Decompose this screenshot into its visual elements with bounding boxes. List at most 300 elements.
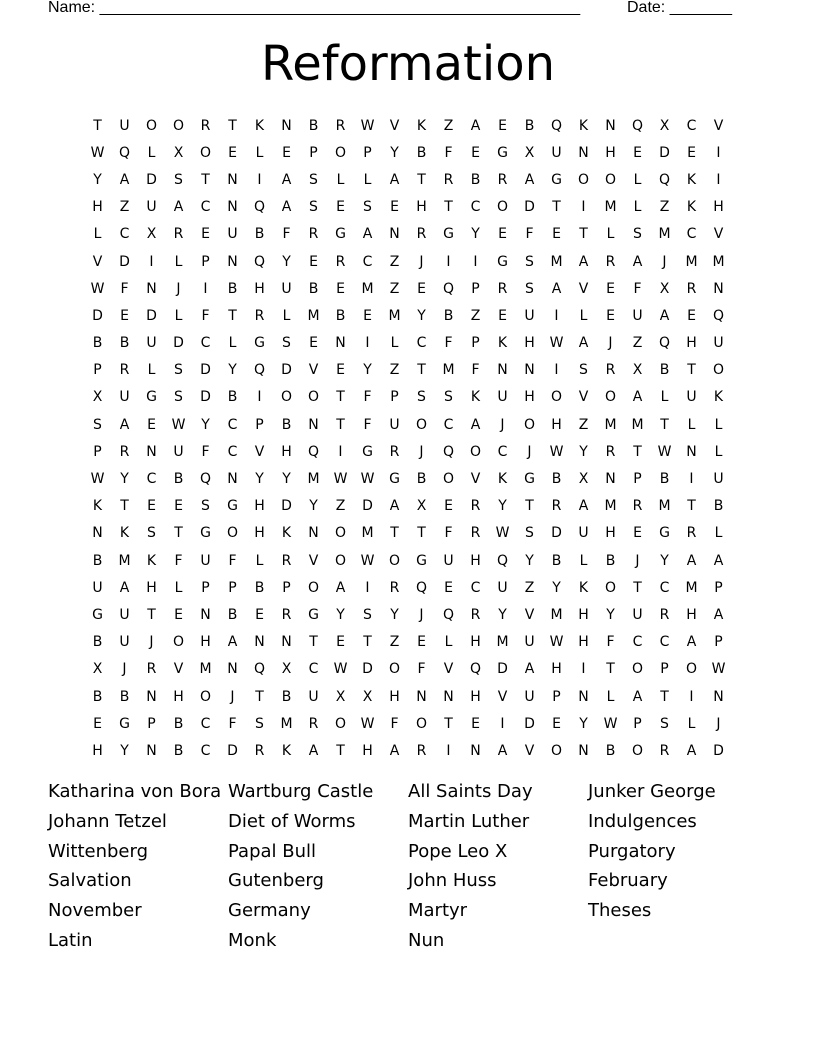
- grid-letter[interactable]: H: [92, 742, 103, 759]
- grid-letter[interactable]: T: [633, 443, 642, 460]
- grid-letter[interactable]: O: [604, 579, 617, 596]
- grid-letter[interactable]: K: [281, 525, 292, 542]
- grid-letter[interactable]: K: [686, 171, 697, 188]
- grid-letter[interactable]: C: [200, 199, 211, 216]
- grid-letter[interactable]: P: [309, 144, 318, 161]
- grid-letter[interactable]: U: [632, 606, 643, 623]
- grid-letter[interactable]: A: [119, 579, 130, 596]
- grid-letter[interactable]: E: [336, 199, 345, 216]
- grid-letter[interactable]: U: [443, 552, 454, 569]
- grid-letter[interactable]: I: [203, 280, 208, 297]
- grid-letter[interactable]: U: [686, 389, 697, 406]
- grid-letter[interactable]: N: [227, 253, 238, 270]
- grid-letter[interactable]: W: [495, 525, 510, 542]
- grid-letter[interactable]: P: [93, 362, 102, 379]
- grid-letter[interactable]: C: [659, 634, 670, 651]
- grid-letter[interactable]: D: [281, 362, 292, 379]
- grid-letter[interactable]: U: [497, 389, 508, 406]
- grid-letter[interactable]: O: [415, 715, 428, 732]
- grid-letter[interactable]: Z: [389, 362, 400, 379]
- grid-letter[interactable]: G: [659, 525, 670, 542]
- grid-letter[interactable]: O: [550, 742, 563, 759]
- grid-letter[interactable]: J: [419, 606, 424, 623]
- grid-letter[interactable]: H: [713, 199, 724, 216]
- grid-letter[interactable]: X: [281, 661, 292, 678]
- grid-letter[interactable]: K: [254, 117, 265, 134]
- grid-letter[interactable]: S: [174, 362, 183, 379]
- grid-letter[interactable]: I: [473, 253, 478, 270]
- grid-letter[interactable]: P: [201, 579, 210, 596]
- grid-letter[interactable]: B: [173, 471, 184, 488]
- grid-letter[interactable]: F: [444, 335, 453, 352]
- grid-letter[interactable]: P: [714, 634, 723, 651]
- grid-letter[interactable]: O: [631, 661, 644, 678]
- grid-letter[interactable]: G: [146, 389, 157, 406]
- grid-letter[interactable]: A: [632, 389, 643, 406]
- grid-letter[interactable]: O: [712, 362, 725, 379]
- grid-letter[interactable]: M: [685, 253, 698, 270]
- grid-letter[interactable]: C: [497, 443, 508, 460]
- grid-letter[interactable]: L: [174, 307, 183, 324]
- grid-letter[interactable]: N: [605, 471, 616, 488]
- grid-letter[interactable]: L: [282, 307, 291, 324]
- grid-letter[interactable]: H: [470, 688, 481, 705]
- grid-letter[interactable]: G: [227, 498, 238, 515]
- grid-letter[interactable]: C: [200, 742, 211, 759]
- grid-letter[interactable]: A: [713, 606, 724, 623]
- grid-letter[interactable]: T: [228, 307, 237, 324]
- grid-letter[interactable]: L: [633, 199, 642, 216]
- grid-letter[interactable]: E: [255, 606, 264, 623]
- grid-letter[interactable]: I: [716, 144, 721, 161]
- grid-letter[interactable]: V: [524, 606, 535, 623]
- grid-letter[interactable]: U: [713, 335, 724, 352]
- grid-letter[interactable]: D: [146, 307, 157, 324]
- grid-letter[interactable]: L: [606, 226, 615, 243]
- grid-letter[interactable]: N: [416, 688, 427, 705]
- grid-letter[interactable]: I: [581, 199, 586, 216]
- grid-letter[interactable]: R: [605, 362, 616, 379]
- grid-letter[interactable]: R: [281, 606, 292, 623]
- grid-letter[interactable]: R: [173, 226, 184, 243]
- grid-letter[interactable]: B: [659, 471, 670, 488]
- grid-letter[interactable]: A: [713, 552, 724, 569]
- grid-letter[interactable]: H: [389, 688, 400, 705]
- grid-letter[interactable]: V: [308, 362, 319, 379]
- grid-letter[interactable]: P: [471, 280, 480, 297]
- grid-letter[interactable]: E: [498, 307, 507, 324]
- grid-letter[interactable]: R: [551, 498, 562, 515]
- grid-letter[interactable]: K: [686, 199, 697, 216]
- grid-letter[interactable]: L: [228, 335, 237, 352]
- grid-letter[interactable]: Q: [253, 253, 266, 270]
- grid-letter[interactable]: O: [604, 389, 617, 406]
- grid-letter[interactable]: E: [471, 144, 480, 161]
- grid-letter[interactable]: E: [174, 606, 183, 623]
- grid-letter[interactable]: P: [282, 579, 291, 596]
- grid-letter[interactable]: Q: [658, 171, 671, 188]
- grid-letter[interactable]: R: [605, 443, 616, 460]
- grid-letter[interactable]: M: [550, 253, 563, 270]
- grid-letter[interactable]: R: [470, 606, 481, 623]
- grid-letter[interactable]: V: [578, 389, 589, 406]
- grid-letter[interactable]: L: [714, 525, 723, 542]
- grid-letter[interactable]: E: [471, 715, 480, 732]
- grid-letter[interactable]: I: [365, 579, 370, 596]
- grid-letter[interactable]: X: [416, 498, 427, 515]
- grid-letter[interactable]: L: [390, 335, 399, 352]
- grid-letter[interactable]: O: [307, 579, 320, 596]
- grid-letter[interactable]: T: [417, 171, 426, 188]
- grid-letter[interactable]: R: [281, 552, 292, 569]
- grid-letter[interactable]: N: [389, 226, 400, 243]
- grid-letter[interactable]: P: [93, 443, 102, 460]
- grid-letter[interactable]: Q: [442, 443, 455, 460]
- grid-letter[interactable]: N: [335, 335, 346, 352]
- grid-letter[interactable]: H: [146, 579, 157, 596]
- grid-letter[interactable]: K: [470, 389, 481, 406]
- grid-letter[interactable]: E: [444, 579, 453, 596]
- grid-letter[interactable]: Z: [632, 335, 643, 352]
- grid-letter[interactable]: L: [633, 171, 642, 188]
- grid-letter[interactable]: A: [119, 416, 130, 433]
- grid-letter[interactable]: U: [308, 688, 319, 705]
- grid-letter[interactable]: O: [631, 742, 644, 759]
- grid-letter[interactable]: D: [659, 144, 670, 161]
- grid-letter[interactable]: S: [174, 171, 183, 188]
- grid-letter[interactable]: K: [497, 471, 508, 488]
- grid-letter[interactable]: C: [362, 253, 373, 270]
- grid-letter[interactable]: S: [93, 416, 102, 433]
- grid-letter[interactable]: S: [579, 362, 588, 379]
- grid-letter[interactable]: I: [689, 688, 694, 705]
- grid-letter[interactable]: R: [389, 579, 400, 596]
- grid-letter[interactable]: B: [173, 715, 184, 732]
- grid-letter[interactable]: D: [524, 715, 535, 732]
- grid-letter[interactable]: I: [446, 742, 451, 759]
- grid-letter[interactable]: B: [227, 280, 238, 297]
- grid-letter[interactable]: R: [308, 715, 319, 732]
- grid-letter[interactable]: U: [92, 579, 103, 596]
- grid-letter[interactable]: L: [714, 443, 723, 460]
- grid-letter[interactable]: E: [309, 335, 318, 352]
- grid-letter[interactable]: H: [578, 634, 589, 651]
- grid-letter[interactable]: C: [227, 416, 238, 433]
- grid-letter[interactable]: L: [714, 416, 723, 433]
- grid-letter[interactable]: V: [497, 688, 508, 705]
- grid-letter[interactable]: B: [551, 471, 562, 488]
- grid-letter[interactable]: Y: [525, 552, 534, 569]
- grid-letter[interactable]: O: [334, 525, 347, 542]
- grid-letter[interactable]: U: [200, 552, 211, 569]
- grid-letter[interactable]: Z: [659, 199, 670, 216]
- grid-letter[interactable]: H: [173, 688, 184, 705]
- grid-letter[interactable]: U: [119, 389, 130, 406]
- grid-letter[interactable]: B: [713, 498, 724, 515]
- grid-letter[interactable]: C: [200, 335, 211, 352]
- grid-letter[interactable]: J: [635, 552, 640, 569]
- grid-letter[interactable]: T: [120, 498, 129, 515]
- grid-letter[interactable]: T: [147, 606, 156, 623]
- name-field[interactable]: Name: ______________________________________________________: [48, 0, 581, 16]
- grid-letter[interactable]: O: [280, 389, 293, 406]
- grid-letter[interactable]: S: [363, 199, 372, 216]
- grid-letter[interactable]: X: [632, 362, 643, 379]
- grid-letter[interactable]: H: [578, 606, 589, 623]
- grid-letter[interactable]: G: [200, 525, 211, 542]
- grid-letter[interactable]: C: [308, 661, 319, 678]
- grid-letter[interactable]: F: [525, 226, 534, 243]
- grid-letter[interactable]: W: [549, 634, 564, 651]
- grid-letter[interactable]: M: [712, 253, 725, 270]
- grid-letter[interactable]: C: [146, 471, 157, 488]
- grid-letter[interactable]: N: [227, 661, 238, 678]
- grid-letter[interactable]: B: [92, 335, 103, 352]
- grid-letter[interactable]: T: [363, 634, 372, 651]
- grid-letter[interactable]: E: [336, 280, 345, 297]
- grid-letter[interactable]: A: [335, 579, 346, 596]
- grid-letter[interactable]: W: [360, 117, 375, 134]
- grid-letter[interactable]: U: [173, 443, 184, 460]
- grid-letter[interactable]: C: [632, 634, 643, 651]
- grid-letter[interactable]: R: [146, 661, 157, 678]
- grid-letter[interactable]: M: [604, 498, 617, 515]
- grid-letter[interactable]: L: [147, 362, 156, 379]
- grid-letter[interactable]: J: [500, 416, 505, 433]
- grid-letter[interactable]: A: [524, 661, 535, 678]
- grid-letter[interactable]: O: [172, 117, 185, 134]
- grid-letter[interactable]: T: [93, 117, 102, 134]
- grid-letter[interactable]: S: [525, 280, 534, 297]
- grid-letter[interactable]: E: [147, 416, 156, 433]
- grid-letter[interactable]: F: [282, 226, 291, 243]
- grid-letter[interactable]: B: [308, 280, 319, 297]
- grid-letter[interactable]: R: [200, 117, 211, 134]
- grid-letter[interactable]: R: [254, 742, 265, 759]
- grid-letter[interactable]: G: [524, 471, 535, 488]
- grid-letter[interactable]: Z: [578, 416, 589, 433]
- grid-letter[interactable]: V: [389, 117, 400, 134]
- grid-letter[interactable]: W: [90, 144, 105, 161]
- grid-letter[interactable]: T: [417, 525, 426, 542]
- grid-letter[interactable]: C: [470, 199, 481, 216]
- grid-letter[interactable]: G: [443, 226, 454, 243]
- grid-letter[interactable]: T: [687, 362, 696, 379]
- grid-letter[interactable]: R: [308, 226, 319, 243]
- grid-letter[interactable]: U: [119, 606, 130, 623]
- grid-letter[interactable]: A: [632, 688, 643, 705]
- grid-letter[interactable]: H: [281, 443, 292, 460]
- grid-letter[interactable]: Q: [253, 362, 266, 379]
- grid-letter[interactable]: U: [524, 307, 535, 324]
- grid-letter[interactable]: Y: [579, 443, 588, 460]
- grid-letter[interactable]: C: [470, 579, 481, 596]
- grid-letter[interactable]: Z: [389, 253, 400, 270]
- grid-letter[interactable]: G: [308, 606, 319, 623]
- grid-letter[interactable]: Y: [660, 552, 669, 569]
- grid-letter[interactable]: J: [419, 443, 424, 460]
- grid-letter[interactable]: E: [417, 280, 426, 297]
- grid-letter[interactable]: D: [497, 661, 508, 678]
- grid-letter[interactable]: L: [660, 389, 669, 406]
- grid-letter[interactable]: A: [281, 171, 292, 188]
- grid-letter[interactable]: G: [92, 606, 103, 623]
- grid-letter[interactable]: B: [119, 335, 130, 352]
- grid-letter[interactable]: O: [199, 688, 212, 705]
- grid-letter[interactable]: E: [498, 226, 507, 243]
- grid-letter[interactable]: Y: [498, 498, 507, 515]
- grid-letter[interactable]: S: [282, 335, 291, 352]
- grid-letter[interactable]: C: [119, 226, 130, 243]
- grid-letter[interactable]: L: [606, 688, 615, 705]
- grid-letter[interactable]: A: [362, 226, 373, 243]
- grid-letter[interactable]: X: [335, 688, 346, 705]
- grid-letter[interactable]: T: [444, 715, 453, 732]
- grid-letter[interactable]: S: [525, 525, 534, 542]
- grid-letter[interactable]: V: [92, 253, 103, 270]
- grid-letter[interactable]: T: [336, 389, 345, 406]
- grid-letter[interactable]: B: [524, 117, 535, 134]
- grid-letter[interactable]: T: [687, 498, 696, 515]
- grid-letter[interactable]: O: [442, 471, 455, 488]
- grid-letter[interactable]: H: [92, 199, 103, 216]
- grid-letter[interactable]: X: [659, 280, 670, 297]
- grid-letter[interactable]: W: [360, 715, 375, 732]
- grid-letter[interactable]: O: [604, 171, 617, 188]
- grid-letter[interactable]: L: [174, 253, 183, 270]
- grid-letter[interactable]: L: [579, 307, 588, 324]
- grid-letter[interactable]: T: [444, 199, 453, 216]
- grid-letter[interactable]: R: [416, 226, 427, 243]
- grid-letter[interactable]: X: [146, 226, 157, 243]
- grid-letter[interactable]: Y: [282, 253, 291, 270]
- grid-letter[interactable]: I: [446, 253, 451, 270]
- grid-letter[interactable]: M: [604, 416, 617, 433]
- grid-letter[interactable]: R: [443, 171, 454, 188]
- grid-letter[interactable]: F: [606, 634, 615, 651]
- grid-letter[interactable]: I: [257, 389, 262, 406]
- grid-letter[interactable]: H: [362, 742, 373, 759]
- grid-letter[interactable]: T: [633, 579, 642, 596]
- grid-letter[interactable]: V: [173, 661, 184, 678]
- grid-letter[interactable]: Q: [253, 661, 266, 678]
- grid-letter[interactable]: E: [633, 525, 642, 542]
- grid-letter[interactable]: I: [149, 253, 154, 270]
- grid-letter[interactable]: B: [605, 552, 616, 569]
- grid-letter[interactable]: S: [201, 498, 210, 515]
- grid-letter[interactable]: K: [578, 579, 589, 596]
- grid-letter[interactable]: C: [443, 416, 454, 433]
- grid-letter[interactable]: X: [173, 144, 184, 161]
- grid-letter[interactable]: G: [362, 443, 373, 460]
- grid-letter[interactable]: V: [578, 280, 589, 297]
- grid-letter[interactable]: G: [254, 335, 265, 352]
- grid-letter[interactable]: Z: [389, 634, 400, 651]
- grid-letter[interactable]: P: [552, 688, 561, 705]
- grid-letter[interactable]: W: [549, 335, 564, 352]
- grid-letter[interactable]: A: [470, 416, 481, 433]
- grid-letter[interactable]: F: [390, 715, 399, 732]
- grid-letter[interactable]: T: [228, 117, 237, 134]
- grid-letter[interactable]: G: [119, 715, 130, 732]
- grid-letter[interactable]: P: [471, 335, 480, 352]
- grid-letter[interactable]: S: [660, 715, 669, 732]
- grid-letter[interactable]: T: [579, 226, 588, 243]
- grid-letter[interactable]: K: [146, 552, 157, 569]
- grid-letter[interactable]: E: [336, 634, 345, 651]
- grid-letter[interactable]: Q: [496, 552, 509, 569]
- grid-letter[interactable]: O: [172, 634, 185, 651]
- grid-letter[interactable]: A: [470, 117, 481, 134]
- grid-letter[interactable]: B: [227, 606, 238, 623]
- grid-letter[interactable]: V: [443, 661, 454, 678]
- grid-letter[interactable]: T: [606, 661, 615, 678]
- grid-letter[interactable]: Y: [120, 471, 129, 488]
- grid-letter[interactable]: M: [604, 199, 617, 216]
- grid-letter[interactable]: M: [307, 307, 320, 324]
- grid-letter[interactable]: E: [606, 280, 615, 297]
- grid-letter[interactable]: N: [146, 280, 157, 297]
- grid-letter[interactable]: A: [578, 498, 589, 515]
- grid-letter[interactable]: P: [363, 144, 372, 161]
- grid-letter[interactable]: Y: [336, 606, 345, 623]
- grid-letter[interactable]: F: [363, 389, 372, 406]
- grid-letter[interactable]: S: [255, 715, 264, 732]
- grid-letter[interactable]: B: [416, 471, 427, 488]
- grid-letter[interactable]: F: [228, 715, 237, 732]
- grid-letter[interactable]: O: [550, 389, 563, 406]
- grid-letter[interactable]: E: [606, 307, 615, 324]
- grid-letter[interactable]: S: [525, 253, 534, 270]
- grid-letter[interactable]: G: [389, 471, 400, 488]
- grid-letter[interactable]: D: [146, 171, 157, 188]
- grid-letter[interactable]: E: [417, 634, 426, 651]
- grid-letter[interactable]: B: [281, 416, 292, 433]
- grid-letter[interactable]: L: [687, 416, 696, 433]
- grid-letter[interactable]: A: [686, 742, 697, 759]
- grid-letter[interactable]: E: [282, 144, 291, 161]
- grid-letter[interactable]: P: [201, 253, 210, 270]
- grid-letter[interactable]: D: [362, 498, 373, 515]
- grid-letter[interactable]: G: [497, 144, 508, 161]
- grid-letter[interactable]: N: [92, 525, 103, 542]
- grid-letter[interactable]: N: [578, 688, 589, 705]
- grid-letter[interactable]: N: [146, 742, 157, 759]
- grid-letter[interactable]: Y: [363, 362, 372, 379]
- grid-letter[interactable]: E: [687, 307, 696, 324]
- grid-letter[interactable]: A: [281, 199, 292, 216]
- grid-letter[interactable]: N: [605, 117, 616, 134]
- grid-letter[interactable]: N: [524, 362, 535, 379]
- grid-letter[interactable]: U: [632, 307, 643, 324]
- grid-letter[interactable]: B: [443, 307, 454, 324]
- grid-letter[interactable]: Q: [550, 117, 563, 134]
- grid-letter[interactable]: M: [550, 606, 563, 623]
- grid-letter[interactable]: C: [686, 117, 697, 134]
- grid-letter[interactable]: P: [255, 416, 264, 433]
- grid-letter[interactable]: U: [119, 117, 130, 134]
- grid-letter[interactable]: O: [577, 171, 590, 188]
- grid-letter[interactable]: N: [497, 362, 508, 379]
- grid-letter[interactable]: U: [281, 280, 292, 297]
- grid-letter[interactable]: Z: [335, 498, 346, 515]
- grid-letter[interactable]: M: [361, 525, 374, 542]
- grid-letter[interactable]: U: [713, 471, 724, 488]
- grid-letter[interactable]: C: [686, 226, 697, 243]
- grid-letter[interactable]: F: [444, 525, 453, 542]
- grid-letter[interactable]: E: [228, 144, 237, 161]
- grid-letter[interactable]: H: [551, 416, 562, 433]
